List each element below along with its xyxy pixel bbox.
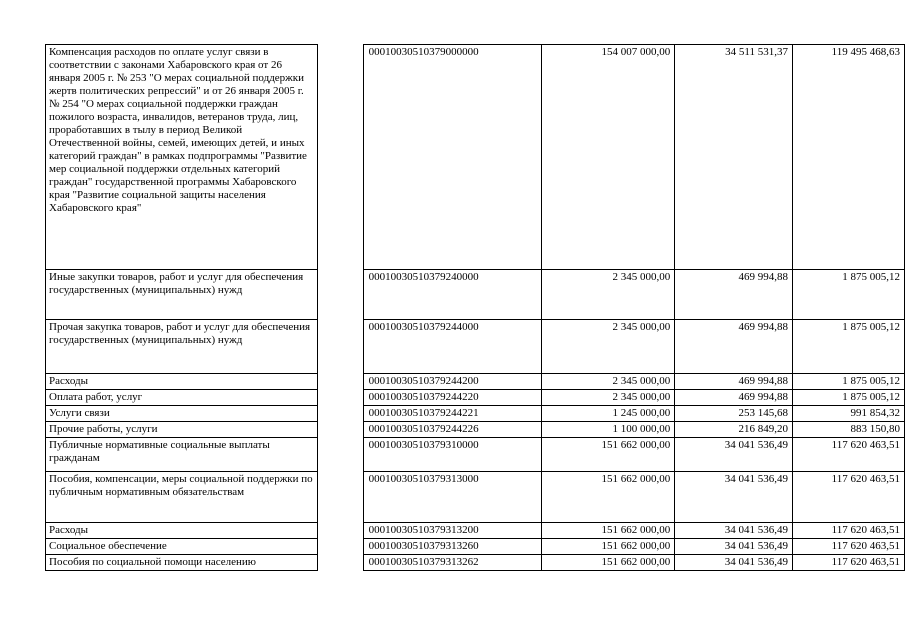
row-code: 00010030510379244221 [363,406,541,422]
row-remaining: 1 875 005,12 [792,390,904,406]
row-executed: 34 041 536,49 [675,523,793,539]
row-remaining: 883 150,80 [792,422,904,438]
row-executed: 34 511 531,37 [675,45,793,270]
row-approved: 151 662 000,00 [541,438,674,472]
row-remaining: 117 620 463,51 [792,555,904,571]
row-code: 00010030510379244220 [363,390,541,406]
table-row [46,438,905,472]
row-remaining: 119 495 468,63 [792,45,904,270]
row-approved: 1 245 000,00 [541,406,674,422]
row-name: Пособия, компенсации, меры социальной поддержки по публичным нормативным обязательствам [46,472,318,523]
row-name: Компенсация расходов по оплате услуг связи в соответствии с законами Хабаровского края от 26 января 2005 г. № 253 "О мерах социальной поддержки жертв политических репрессий" и от 26 января 2005 г. № 254 "О мерах социальной поддержки граждан пожилого возраста, инвалидов, ветеранов труда, лиц, проработавших в тылу в период Великой Отечественной войны, семей, имеющих детей, и иных категорий граждан" в рамках подпрограммы "Развитие мер социальной поддержки отдельных категорий граждан" государственной программы Хабаровского края "Развитие социальной защиты населения Хабаровского края" [46,45,318,270]
table-row [46,523,905,539]
table-row [46,406,905,422]
table-row [46,45,905,270]
row-code: 00010030510379000000 [363,45,541,270]
row-approved: 1 100 000,00 [541,422,674,438]
row-name: Пособия по социальной помощи населению [46,555,318,571]
row-approved: 2 345 000,00 [541,320,674,374]
row-executed: 469 994,88 [675,270,793,320]
row-approved: 151 662 000,00 [541,523,674,539]
row-executed: 34 041 536,49 [675,555,793,571]
row-remaining: 1 875 005,12 [792,374,904,390]
row-approved: 151 662 000,00 [541,539,674,555]
row-executed: 34 041 536,49 [675,472,793,523]
row-code: 00010030510379244226 [363,422,541,438]
row-code: 00010030510379240000 [363,270,541,320]
row-code: 00010030510379313262 [363,555,541,571]
row-approved: 154 007 000,00 [541,45,674,270]
row-approved: 2 345 000,00 [541,270,674,320]
row-executed: 469 994,88 [675,390,793,406]
row-code: 00010030510379244200 [363,374,541,390]
table-row [46,539,905,555]
row-code: 00010030510379313000 [363,472,541,523]
row-name: Социальное обеспечение [46,539,318,555]
row-remaining: 117 620 463,51 [792,472,904,523]
row-executed: 34 041 536,49 [675,539,793,555]
row-remaining: 1 875 005,12 [792,320,904,374]
row-approved: 2 345 000,00 [541,390,674,406]
row-name: Оплата работ, услуг [46,390,318,406]
table-row [46,374,905,390]
row-name: Услуги связи [46,406,318,422]
row-executed: 216 849,20 [675,422,793,438]
row-remaining: 991 854,32 [792,406,904,422]
table-row [46,555,905,571]
row-executed: 469 994,88 [675,374,793,390]
table-row [46,390,905,406]
budget-execution-table [45,44,905,571]
row-remaining: 117 620 463,51 [792,523,904,539]
row-name: Расходы [46,374,318,390]
table-row [46,320,905,374]
row-name: Иные закупки товаров, работ и услуг для обеспечения государственных (муниципальных) нужд [46,270,318,320]
row-code: 00010030510379313200 [363,523,541,539]
row-remaining: 117 620 463,51 [792,438,904,472]
row-name: Публичные нормативные социальные выплаты гражданам [46,438,318,472]
row-code: 00010030510379313260 [363,539,541,555]
row-name: Расходы [46,523,318,539]
row-executed: 469 994,88 [675,320,793,374]
table-row [46,472,905,523]
row-remaining: 117 620 463,51 [792,539,904,555]
row-executed: 253 145,68 [675,406,793,422]
row-code: 00010030510379310000 [363,438,541,472]
table-row [46,422,905,438]
row-name: Прочая закупка товаров, работ и услуг для обеспечения государственных (муниципальных) нужд [46,320,318,374]
row-approved: 151 662 000,00 [541,555,674,571]
table-row [46,270,905,320]
row-executed: 34 041 536,49 [675,438,793,472]
row-approved: 151 662 000,00 [541,472,674,523]
row-name: Прочие работы, услуги [46,422,318,438]
row-approved: 2 345 000,00 [541,374,674,390]
row-code: 00010030510379244000 [363,320,541,374]
row-remaining: 1 875 005,12 [792,270,904,320]
